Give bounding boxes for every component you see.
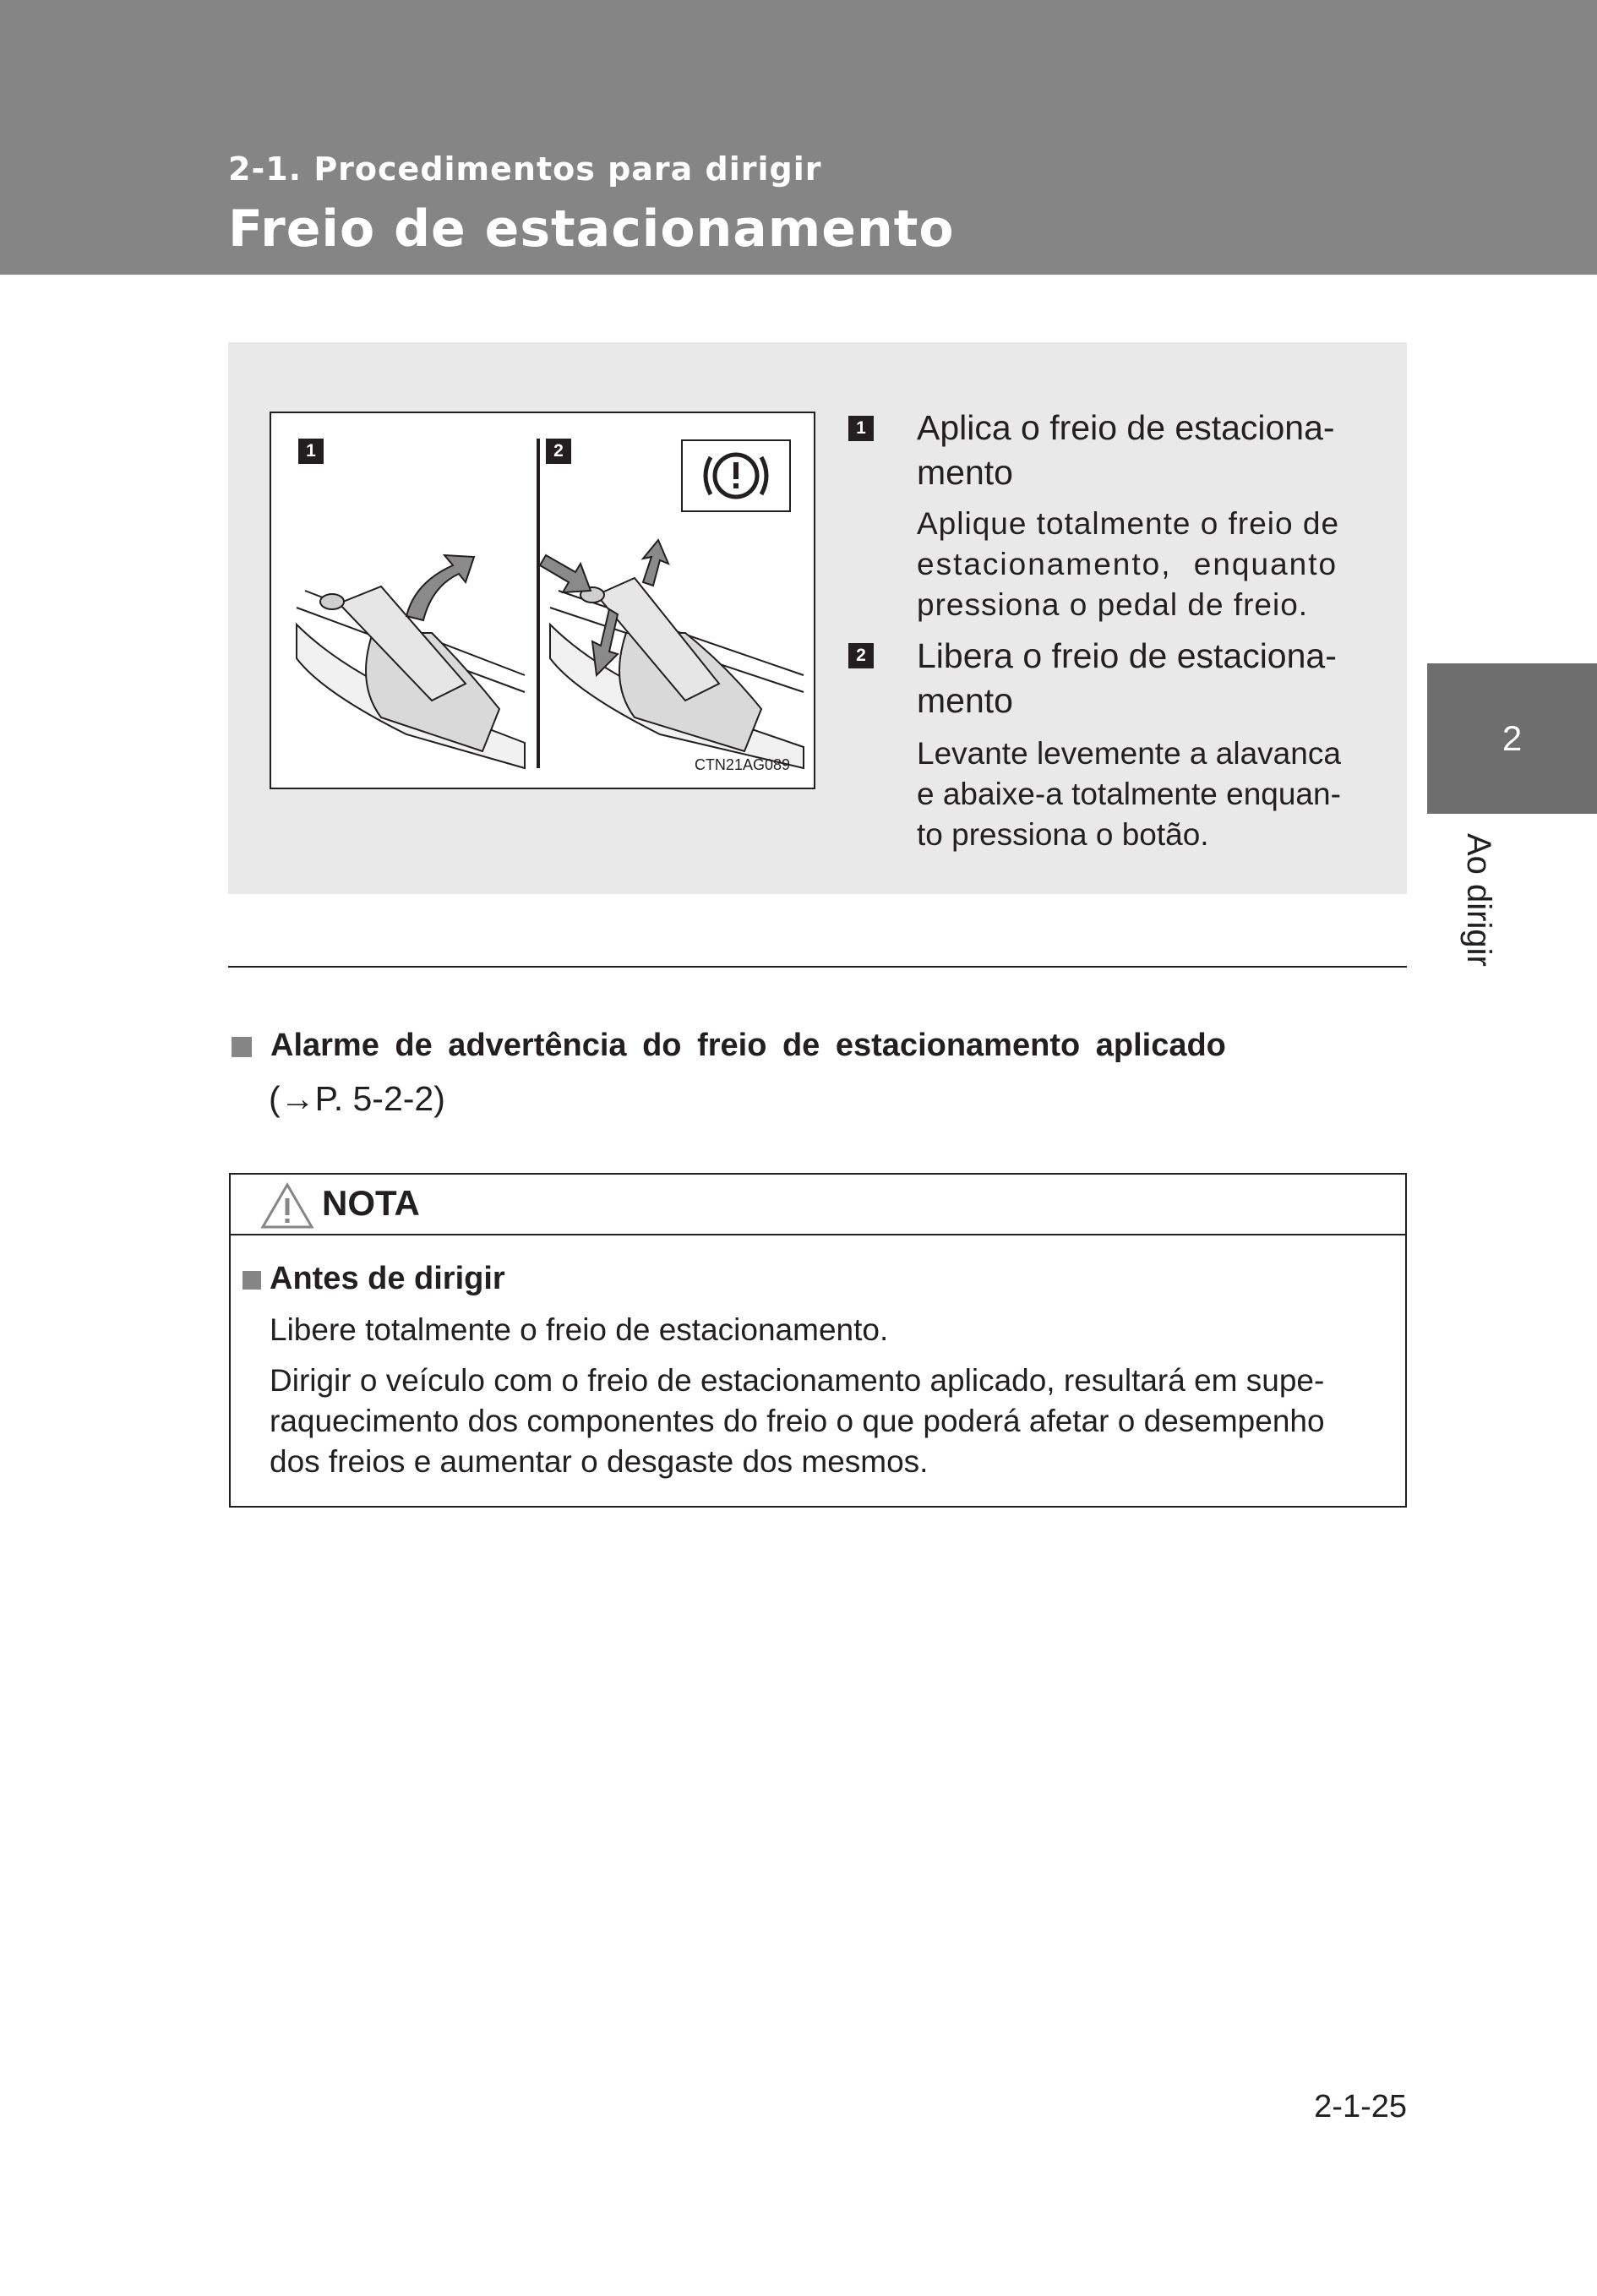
- item-2-body-line: e abaixe-a totalmente enquan-: [917, 777, 1341, 811]
- figure-code: CTN21AG089: [694, 756, 790, 773]
- alarm-page-reference[interactable]: (→P. 5-2-2): [269, 1079, 445, 1118]
- pull-up-arrow-icon: [406, 555, 474, 620]
- parking-brake-figure: [270, 412, 815, 789]
- note-label: NOTA: [322, 1183, 420, 1223]
- item-1-badge: 1: [848, 416, 874, 441]
- lift-arrow-icon: [643, 540, 668, 586]
- parking-brake-illustration: [271, 413, 814, 788]
- lower-arrow-icon: [592, 609, 618, 675]
- chapter-number: 2: [1502, 718, 1523, 758]
- item-1-body-line: estacionamento, enquanto: [917, 547, 1338, 581]
- page-title: Freio de estacionamento: [228, 199, 955, 259]
- page-header: [0, 0, 1597, 275]
- page-number: 2-1-25: [1314, 2089, 1407, 2124]
- note-paragraph-2-line: raquecimento dos componentes do freio o que poderá afetar o desempenho: [270, 1404, 1325, 1438]
- square-bullet-icon: [243, 1271, 261, 1290]
- note-subtitle: Antes de dirigir: [270, 1261, 505, 1296]
- item-2-body: [917, 734, 1373, 855]
- figure-panel-1-badge: 1: [298, 439, 324, 464]
- figure-panel-2-badge: 2: [546, 439, 571, 464]
- section-label: 2-1. Procedimentos para dirigir: [228, 150, 822, 188]
- note-paragraph-2-line: dos freios e aumentar o desgaste dos mesmos.: [270, 1444, 929, 1479]
- item-2-body-line: Levante levemente a alavanca: [917, 736, 1341, 771]
- square-bullet-icon: [232, 1037, 252, 1057]
- item-1-heading-line1: Aplica o freio de estaciona-: [917, 408, 1335, 447]
- item-1-body: [917, 504, 1373, 625]
- item-1-body-line: Aplique totalmente o freio de: [917, 506, 1340, 541]
- console-right: [550, 578, 804, 768]
- note-paragraph-2-line: Dirigir o veículo com o freio de estacionamento aplicado, resultará em supe-: [270, 1363, 1325, 1398]
- warning-triangle-icon: [259, 1181, 315, 1230]
- item-2-heading: [917, 634, 1390, 723]
- section-divider: [228, 966, 1407, 968]
- item-2-heading-line2: mento: [917, 681, 1013, 720]
- note-box: [229, 1173, 1407, 1508]
- note-paragraph-1: Libere totalmente o freio de estacionamento.: [270, 1312, 889, 1347]
- item-1-body-line: pressiona o pedal de freio.: [917, 587, 1309, 622]
- press-button-arrow-icon: [540, 555, 591, 592]
- chapter-tab[interactable]: [1427, 663, 1597, 814]
- note-paragraph-2: [270, 1361, 1393, 1482]
- chapter-label: Ao dirigir: [1460, 833, 1497, 967]
- item-1-heading-line2: mento: [917, 453, 1013, 492]
- item-2-badge: 2: [848, 643, 874, 668]
- item-1-heading: [917, 406, 1390, 495]
- note-divider: [231, 1234, 1405, 1235]
- item-2-heading-line1: Libera o freio de estaciona-: [917, 636, 1337, 675]
- item-2-body-line: to pressiona o botão.: [917, 817, 1209, 852]
- alarm-heading: Alarme de advertência do freio de estacionamento aplicado: [270, 1028, 1226, 1063]
